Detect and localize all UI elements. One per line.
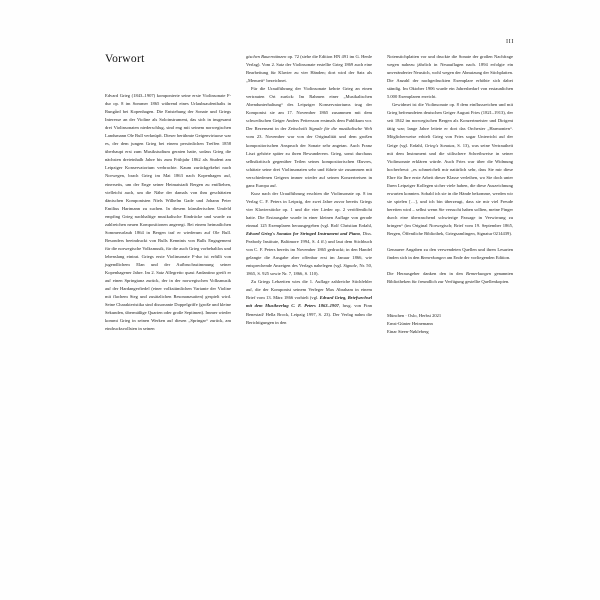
signature-editor-two: Einar Steen-Nøkleberg <box>387 329 429 335</box>
paragraph: Notenstichplatten vor und druckte die Sonate der großen Nachfrage wegen nahezu jährlich in Neuauflagen nach. 1894 erfolgte ein unveränderter Neustich, wohl wegen der Abnutzung der Stichplatten. Die Anzahl der nachgedruckten Exemplare erhöhte sich dabei ständig. Im Oktober 1906 wurde ein Jahresbedarf von erstaunlichen 5.000 Exemplaren erreicht. <box>387 54 513 100</box>
page-number: III <box>506 38 514 45</box>
paragraph: Die Herausgeber danken den in den Bemerkungen genannten Bibliotheken für freundlich zur Verfügung gestellte Quellenkopien. <box>387 271 513 285</box>
column-middle <box>246 53 372 327</box>
page-title: Vorwort <box>105 53 145 65</box>
paragraph: Zu Griegs Lebzeiten wies die 1. Auflage zahlreiche Stichfehler auf, die der Komponist seinem Verleger Max Abraham in einem Brief vom 13. März 1866 vorhielt (vgl. Edvard Grieg, Briefwechsel mit dem Musikverlag C. F. Peters 1863–1907, hrsg. von Finn Benestad/ Hella Brock, Leipzig 1997, S. 23). Der Verlag nahm die Berichtigungen in den <box>246 279 373 325</box>
paragraph: Für die Uraufführung der Violinsonate kehrte Grieg an einen vertrauten Ort zurück: Im Rahmen einer „Musikalischen Abendunterhaltung“ des Leipziger Konservatoriums trug der Komponist sie am 17. November 1865 zusammen mit dem schwedischen Geiger Anders Pettersson erstmals dem Publikum vor. Der Rezensent in der Zeitschrift Signale für die musikalische Welt vom 23. November war von der Originalität und dem großen kompositorischen Anspruch der Sonate sehr angetan. Auch Franz Liszt gehörte später zu ihren Bewunderern. Grieg, sonst durchaus selbstkritisch gegenüber Teilen seines kompositorischen Œuvres, schätzte seine drei Violinsonaten sehr und führte sie zusammen mit verschiedenen Geigern immer wieder auf seinen Konzertreisen in ganz Europa auf. <box>246 86 372 188</box>
signature-place-date: München · Oslo, Herbst 2021 <box>387 313 442 319</box>
paragraph: gischen Bauerntänzen op. 72 (siehe die Edition HN 491 im G. Henle Verlag). Vom 2. Satz der Violinsonate erstellte Grieg 1869 auch eine Bearbeitung für Klavier zu vier Händen; dort wird der Satz als „Menuett“ bezeichnet. <box>246 54 372 84</box>
paragraph: Genauere Angaben zu den verwendeten Quellen und ihren Lesarten finden sich in den Bemerkungen am Ende der vorliegenden Edition. <box>387 247 513 261</box>
paragraph: Kurz nach der Uraufführung erschien die Violinsonate op. 8 im Verlag C. F. Peters in Leipzig, der zwei Jahre zuvor bereits Griegs vier Klavierstücke op. 1 und die vier Lieder op. 2 veröffentlicht hatte. Die Erstausgabe wurde in einer kleinen Auflage von gerade einmal 125 Exemplaren herausgegeben (vgl. Rolf Christian Erdahl, Edvard Grieg's Sonatas for Stringed Instrument and Piano, Diss. Peabody Institute, Baltimore 1994, S. 4 ff.) und laut dem Stichbuch von C. F. Peters bereits im November 1865 gedruckt; in den Handel gelangte die Ausgabe aber offenbar erst im Januar 1866, wie entsprechende Anzeigen des Verlags nahelegen (vgl. Signale, Nr. 50, 1865, S. 925 sowie Nr. 7, 1866, S. 110). <box>246 190 373 277</box>
column-left <box>105 53 231 333</box>
signature-block <box>387 312 513 336</box>
column-right <box>387 53 513 336</box>
three-column-text-body <box>105 53 515 336</box>
signature-editor-one: Ernst-Günter Heinemann <box>387 321 433 327</box>
paragraph: Gewidmet ist die Violinsonate op. 8 dem einflussreichen und mit Grieg befreundeten deutschen Geiger August Fries (1821–1913), der seit 1842 im norwegischen Bergen als Konzertmeister und Dirigent tätig war; lange Jahre leitete er dort das Orchester „Harmonien“. Möglicherweise erhielt Grieg von Fries sogar Unterricht auf der Geige (vgl. Erdahl, Grieg's Sonatas, S. 13), was seine Vertrautheit mit dem Instrument und die stilischere Schreibweise in seiner Violinsonate erklären würde. Auch Fries war über die Widmung hocherfreut: „es schmeichelt mir natürlich sehr, dass Sie mir diese Ehre für Ihre erste Arbeit dieser Klasse verleihen, wo Sie doch unter Ihren Leipziger Kollegen sicher viele haben, die diese Auszeichnung erwarten konnten. Sobald ich sie in die Hände bekomme, werden wir sie spielen […], und ich bin überzeugt, dass sie mir viel Freude bereiten wird – selbst wenn Sie versucht haben sollten, meine Finger durch eine überraschend schwierige Passage in Verwirrung zu bringen“ (im Original Norwegisch; Brief vom 19. September 1865, Bergen, Öffentliche Bibliothek, Griegsamlingen, Signatur 0214439). <box>387 102 514 237</box>
paragraph: Edvard Grieg (1843–1907) komponierte seine erste Violinsonate F-dur op. 8 im Sommer 1865 während eines Urlaubsaufenthalts in Rungård bei Kopenhagen. Die Entstehung der Sonate und Griegs Interesse an der Violine als Soloinstrument, das sich in insgesamt drei Violinsonaten niederschlug, sind eng mit seinem norwegischen Landsmann Ole Bull verknüpft. Dieser berühmte Geigenvirtuose war es, der dem jungen Grieg bei einem persönlichen Treffen 1858 überhaupt erst zum Musikstudium geraten hatte, sodass Grieg die nächsten dreieinhalb Jahre bis zum Frühjahr 1862 als Student am Leipziger Konservatorium verbrachte. Kaum zurückgekehrt nach Norwegen, brach Grieg im Mai 1863 nach Kopenhagen auf, einerseits, um der Enge seiner Heimatstadt Bergen zu entfliehen, vielleicht auch, um die Nähe der damals von ihm geschätzten dänischen Komponisten Niels Wilhelm Gade und Johann Peter Emilius Hartmann zu suchen. In diesem künstlerischen Umfeld empfing Grieg nachhaltige musikalische Eindrücke und wurde zu zahlreichen neuen Kompositionen angeregt. Bei einem heimatlichen Sommerurlaub 1864 in Bergen traf er wiederum auf Ole Bull. Besonders beeindruckt von Bulls Kenntnis von Bulls Engagement für die norwegische Volksmusik, für die auch Grieg vorbehaltlos und lebenslang eintrat. Griegs erste Violinsonate F-dur ist erfüllt von jugendlichem Elan und der Aufbruchsstimmung seiner Kopenhagener Jahre. Im 2. Satz Allegretto quasi Andantino greift er auf einen Springtanz zurück, der in der norwegischen Volksmusik auf der Hardangerfiedel (einer volkstümlichen Variante der Violine mit flachem Steg und zusätzlichen Resonanzsaiten) gespielt wird. Seine Charakteristika sind dissonante Doppelgriffe (große und kleine Sekunden, übermäßige Quarten oder große Septimen). Immer wieder kommt Grieg in seinen Werken auf diesen „Springar“ zurück, am eindrucksvollsten in seinen <box>105 93 232 332</box>
